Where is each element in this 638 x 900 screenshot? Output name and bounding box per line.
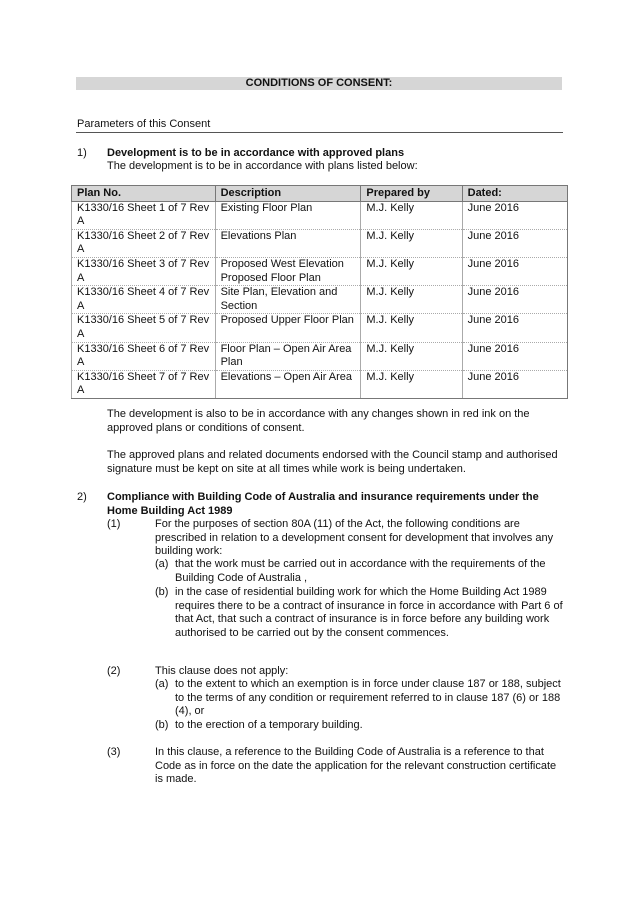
clause-2b-text: to the erection of a temporary building.: [175, 719, 363, 731]
table-row: [72, 257, 568, 285]
clause-1b-label: (b): [155, 586, 169, 598]
page-title: CONDITIONS OF CONSENT:: [76, 77, 562, 90]
clause-2-label: (2): [107, 665, 121, 677]
condition-2-heading: Compliance with Building Code of Australia and insurance requirements under the Home Building Act 1989: [107, 491, 539, 517]
condition-1-red-ink-note: The development is also to be in accordance with any changes shown in red ink on the approved plans or conditions of consent.: [107, 408, 530, 434]
clause-1b-text: in the case of residential building work for which the Home Building Act 1989 requires there to be a contract of insurance in force in accordance with Part 6 of that Act, that such a contract of insurance is in force before any building work authorised to be carried out by the consent commences.: [175, 586, 563, 639]
table-row: [72, 201, 568, 229]
condition-1-heading: Development is to be in accordance with approved plans: [107, 147, 405, 159]
cell-plan-no: K1330/16 Sheet 6 of 7 Rev A: [72, 342, 216, 370]
cell-dated: June 2016: [462, 229, 567, 257]
cell-plan-no: K1330/16 Sheet 7 of 7 Rev A: [72, 370, 216, 398]
cell-dated: June 2016: [462, 342, 567, 370]
condition-1-intro: The development is to be in accordance with plans listed below:: [107, 160, 418, 172]
cell-dated: June 2016: [462, 201, 567, 229]
condition-1-stamp-note: The approved plans and related documents endorsed with the Council stamp and authorised signature must be kept on site at all times while work is being undertaken.: [107, 449, 558, 475]
clause-3-label: (3): [107, 746, 121, 758]
cell-plan-no: K1330/16 Sheet 5 of 7 Rev A: [72, 314, 216, 342]
condition-2-number: 2): [77, 491, 87, 503]
clause-2a-text: to the extent to which an exemption is in force under clause 187 or 188, subject to the terms of any condition or requirement referred to in clause 187 (6) or 188 (4), or: [175, 678, 561, 717]
clause-1a-label: (a): [155, 558, 169, 570]
table-row: [72, 370, 568, 398]
cell-dated: June 2016: [462, 286, 567, 314]
cell-prepared-by: M.J. Kelly: [361, 342, 462, 370]
plans-table-header: [72, 186, 568, 202]
cell-dated: June 2016: [462, 370, 567, 398]
clause-2a-label: (a): [155, 678, 169, 690]
cell-prepared-by: M.J. Kelly: [361, 314, 462, 342]
cell-prepared-by: M.J. Kelly: [361, 257, 462, 285]
cell-description: Floor Plan – Open Air Area Plan: [215, 342, 361, 370]
cell-description: Proposed Upper Floor Plan: [215, 314, 361, 342]
cell-plan-no: K1330/16 Sheet 4 of 7 Rev A: [72, 286, 216, 314]
section-heading: Parameters of this Consent: [77, 118, 211, 130]
clause-1a-text: that the work must be carried out in accordance with the requirements of the Building Code of Australia ,: [175, 558, 546, 584]
cell-description: Site Plan, Elevation and Section: [215, 286, 361, 314]
cell-dated: June 2016: [462, 257, 567, 285]
cell-dated: June 2016: [462, 314, 567, 342]
table-row: [72, 229, 568, 257]
clause-2b-label: (b): [155, 719, 169, 731]
section-rule: [76, 132, 563, 133]
cell-description: Elevations Plan: [215, 229, 361, 257]
table-row: [72, 342, 568, 370]
col-description: Description: [215, 186, 361, 202]
col-plan-no: Plan No.: [72, 186, 216, 202]
plans-table: [71, 185, 568, 399]
cell-prepared-by: M.J. Kelly: [361, 370, 462, 398]
cell-prepared-by: M.J. Kelly: [361, 201, 462, 229]
cell-description: Proposed West Elevation Proposed Floor Plan: [215, 257, 361, 285]
cell-description: Elevations – Open Air Area: [215, 370, 361, 398]
clause-1-text: For the purposes of section 80A (11) of the Act, the following conditions are prescribed in relation to a development consent for development that involves any building work:: [155, 518, 554, 557]
col-dated: Dated:: [462, 186, 567, 202]
cell-prepared-by: M.J. Kelly: [361, 229, 462, 257]
cell-plan-no: K1330/16 Sheet 1 of 7 Rev A: [72, 201, 216, 229]
clause-1-label: (1): [107, 518, 121, 530]
col-prepared-by: Prepared by: [361, 186, 462, 202]
cell-plan-no: K1330/16 Sheet 3 of 7 Rev A: [72, 257, 216, 285]
condition-1-number: 1): [77, 147, 87, 159]
table-row: [72, 314, 568, 342]
clause-2-text: This clause does not apply:: [155, 665, 289, 677]
cell-description: Existing Floor Plan: [215, 201, 361, 229]
cell-prepared-by: M.J. Kelly: [361, 286, 462, 314]
cell-plan-no: K1330/16 Sheet 2 of 7 Rev A: [72, 229, 216, 257]
clause-3-text: In this clause, a reference to the Building Code of Australia is a reference to that Code as in force on the date the application for the relevant construction certificate is made.: [155, 746, 557, 785]
table-row: [72, 286, 568, 314]
